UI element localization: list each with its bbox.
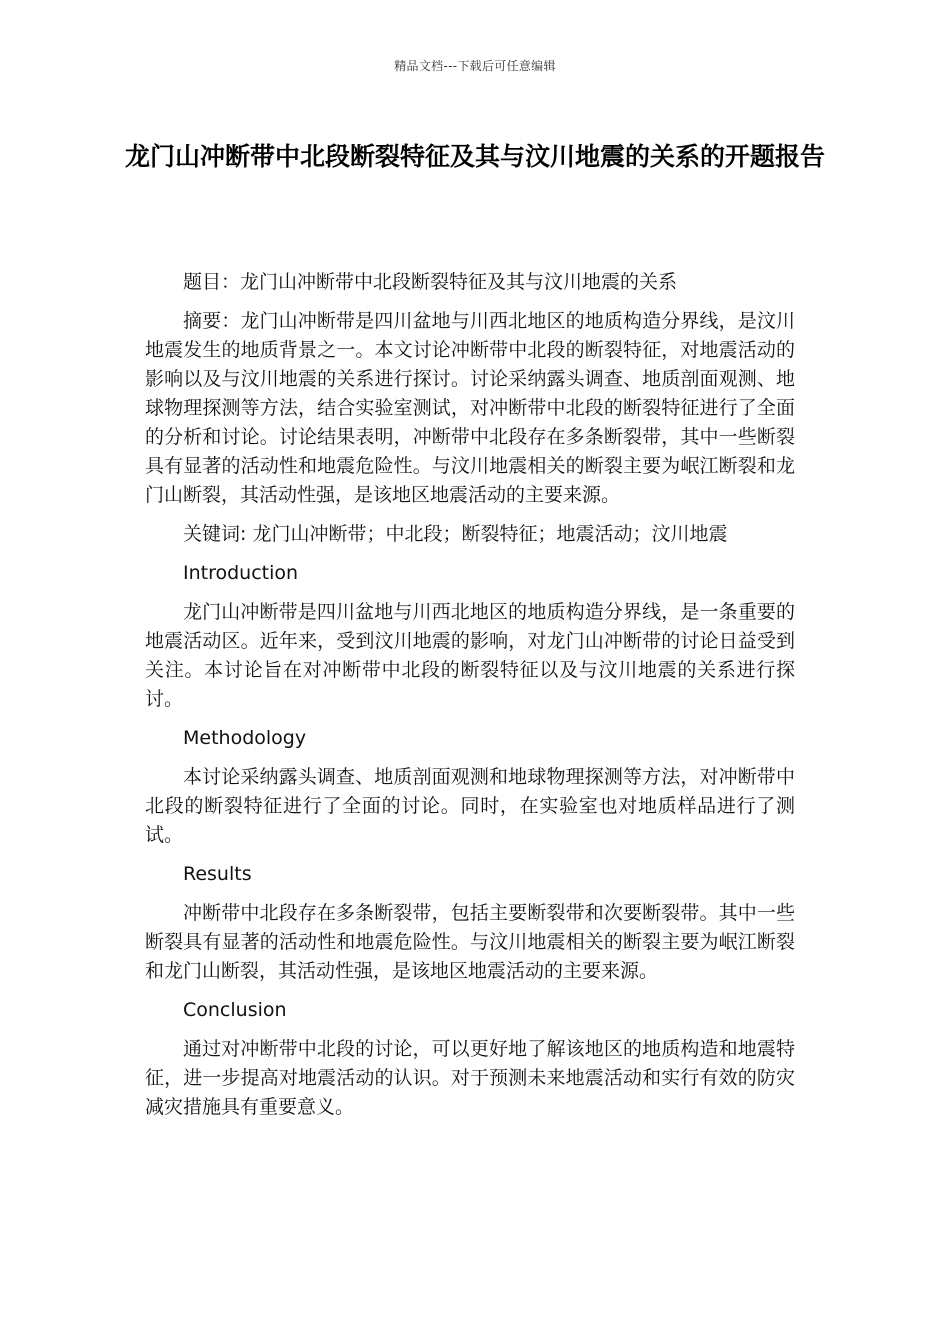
keywords-line: 关键词: 龙门山冲断带；中北段；断裂特征；地震活动；汶川地震 [183,523,728,545]
results-heading: Results [183,863,252,885]
abstract-paragraph: 摘要：龙门山冲断带是四川盆地与川西北地区的地质构造分界线，是汶川地震发生的地质背景之一。本文讨论冲断带中北段的断裂特征，对地震活动的影响以及与汶川地震的关系进行探讨。讨论采纳露头调查、地质剖面观测、地球物理探测等方法，结合实验室测试，对冲断带中北段的断裂特征进行了全面的分析和讨论。讨论结果表明，冲断带中北段存在多条断裂带，其中一些断裂具有显著的活动性和地震危险性。与汶川地震相关的断裂主要为岷江断裂和龙门山断裂，其活动性强，是该地区地震活动的主要来源。 [145,310,795,506]
document-title: 龙门山冲断带中北段断裂特征及其与汶川地震的关系的开题报告 [124,142,825,171]
conclusion-paragraph: 通过对冲断带中北段的讨论，可以更好地了解该地区的地质构造和地震特征，进一步提高对地震活动的认识。对于预测未来地震活动和实行有效的防灾减灾措施具有重要意义。 [145,1038,795,1118]
introduction-heading: Introduction [183,562,299,584]
results-paragraph: 冲断带中北段存在多条断裂带，包括主要断裂带和次要断裂带。其中一些断裂具有显著的活动性和地震危险性。与汶川地震相关的断裂主要为岷江断裂和龙门山断裂，其活动性强，是该地区地震活动的主要来源。 [145,902,795,982]
methodology-paragraph: 本讨论采纳露头调查、地质剖面观测和地球物理探测等方法，对冲断带中北段的断裂特征进行了全面的讨论。同时，在实验室也对地质样品进行了测试。 [145,766,795,846]
conclusion-heading: Conclusion [183,999,287,1021]
header-note: 精品文档---下载后可任意编辑 [394,59,556,73]
topic-line: 题目：龙门山冲断带中北段断裂特征及其与汶川地震的关系 [183,271,678,293]
introduction-paragraph: 龙门山冲断带是四川盆地与川西北地区的地质构造分界线，是一条重要的地震活动区。近年来，受到汶川地震的影响，对龙门山冲断带的讨论日益受到关注。本讨论旨在对冲断带中北段的断裂特征以及与汶川地震的关系进行探讨。 [145,601,795,710]
document-body [145,268,795,1132]
methodology-heading: Methodology [183,727,307,749]
